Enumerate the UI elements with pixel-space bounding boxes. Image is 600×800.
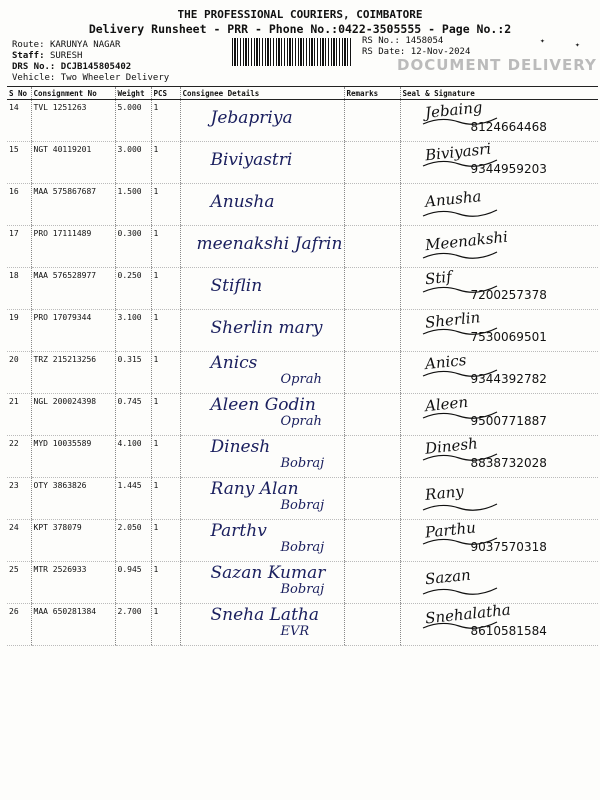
- signature: Stif: [423, 267, 453, 289]
- col-pcs: PCS: [151, 87, 180, 100]
- signature: Sazan: [423, 565, 472, 589]
- document-subtitle: Delivery Runsheet - PRR - Phone No.:0422-3505555 - Page No.:2: [88, 22, 512, 36]
- col-consignee: Consignee Details: [180, 87, 344, 100]
- consignee-cell: [180, 142, 344, 184]
- consignee-name: Sazan Kumar: [210, 563, 326, 583]
- pcs-cell: 1: [151, 562, 180, 604]
- table-row: [7, 562, 598, 604]
- sno-cell: 21: [7, 394, 31, 436]
- sno-cell: 18: [7, 268, 31, 310]
- sno-cell: 16: [7, 184, 31, 226]
- consignee-cell: [180, 562, 344, 604]
- remarks-cell: [344, 184, 400, 226]
- weight-cell: 1.445: [115, 478, 151, 520]
- consignee-cell: [180, 394, 344, 436]
- sno-cell: 14: [7, 100, 31, 142]
- remarks-cell: [344, 436, 400, 478]
- consignee-cell: [180, 436, 344, 478]
- sno-cell: 20: [7, 352, 31, 394]
- signature-cell: [400, 436, 598, 478]
- signature: Dinesh: [423, 434, 479, 458]
- rs-no-line: [362, 36, 443, 46]
- table-row: [7, 436, 598, 478]
- rs-date-value: 12-Nov-2024: [410, 47, 471, 57]
- signature-stroke: [421, 248, 501, 262]
- signature: Parthu: [423, 518, 477, 542]
- route-line: [12, 40, 120, 50]
- signature-stroke: [421, 206, 501, 220]
- tick-mark: ✦: [540, 36, 545, 45]
- signature-cell: [400, 520, 598, 562]
- consignee-name: Parthv: [210, 521, 267, 541]
- weight-cell: 3.100: [115, 310, 151, 352]
- sno-cell: 17: [7, 226, 31, 268]
- sno-cell: 22: [7, 436, 31, 478]
- consignee-name: Rany Alan: [210, 479, 299, 499]
- sno-cell: 19: [7, 310, 31, 352]
- table-row: [7, 394, 598, 436]
- signature: Biviyasri: [423, 139, 492, 165]
- consignee-name: meenakshi Jafrin: [196, 234, 343, 254]
- table-header-row: [7, 87, 598, 100]
- sno-cell: 24: [7, 520, 31, 562]
- weight-cell: 2.050: [115, 520, 151, 562]
- document-delivery-stamp: DOCUMENT DELIVERY: [397, 56, 597, 74]
- consignee-subnote: Oprah: [280, 372, 322, 387]
- weight-cell: 1.500: [115, 184, 151, 226]
- pcs-cell: 1: [151, 604, 180, 646]
- consignee-cell: [180, 478, 344, 520]
- signature-cell: [400, 394, 598, 436]
- remarks-cell: [344, 520, 400, 562]
- consignee-name: Stiflin: [210, 276, 263, 296]
- col-sno: S No: [7, 87, 31, 100]
- phone-number: 9344392782: [470, 372, 547, 386]
- pcs-cell: 1: [151, 226, 180, 268]
- table-row: [7, 226, 598, 268]
- col-signature: Seal & Signature: [400, 87, 598, 100]
- staff-label: Staff:: [12, 51, 45, 61]
- signature-cell: [400, 562, 598, 604]
- phone-number: 9500771887: [470, 414, 547, 428]
- pcs-cell: 1: [151, 268, 180, 310]
- table-row: [7, 268, 598, 310]
- signature: Aleen: [423, 392, 469, 416]
- pcs-cell: 1: [151, 436, 180, 478]
- consignee-name: Jebapriya: [210, 108, 293, 128]
- signature-cell: [400, 268, 598, 310]
- table-row: [7, 478, 598, 520]
- consignee-name: Anusha: [210, 192, 275, 212]
- signature-cell: [400, 310, 598, 352]
- drs-label: DRS No.:: [12, 62, 56, 72]
- col-consignment: Consignment No: [31, 87, 115, 100]
- phone-number: 9037570318: [470, 540, 547, 554]
- consignee-cell: [180, 100, 344, 142]
- pcs-cell: 1: [151, 310, 180, 352]
- vehicle-label: Vehicle:: [12, 73, 56, 83]
- consignee-cell: [180, 184, 344, 226]
- signature-cell: [400, 478, 598, 520]
- signature: Anics: [423, 350, 467, 374]
- pcs-cell: 1: [151, 520, 180, 562]
- sno-cell: 25: [7, 562, 31, 604]
- signature: Snehalatha: [423, 600, 512, 628]
- barcode: [232, 38, 352, 66]
- signature-cell: [400, 226, 598, 268]
- table-row: [7, 352, 598, 394]
- weight-cell: 2.700: [115, 604, 151, 646]
- consignee-name: Sherlin mary: [210, 318, 323, 338]
- remarks-cell: [344, 226, 400, 268]
- sno-cell: 15: [7, 142, 31, 184]
- signature: Jebaing: [423, 98, 483, 122]
- consignee-cell: [180, 226, 344, 268]
- consignment-cell: NGL 200024398: [31, 394, 115, 436]
- table-row: [7, 100, 598, 142]
- consignment-cell: NGT 40119201: [31, 142, 115, 184]
- consignee-cell: [180, 520, 344, 562]
- weight-cell: 0.315: [115, 352, 151, 394]
- consignee-cell: [180, 268, 344, 310]
- signature: Sherlin: [423, 308, 481, 332]
- consignment-cell: MAA 650281384: [31, 604, 115, 646]
- consignee-name: Anics: [210, 353, 258, 373]
- signature-cell: [400, 600, 598, 646]
- signature-stroke: [421, 584, 501, 598]
- signature-cell: [400, 139, 598, 184]
- phone-number: 8124664468: [470, 120, 547, 134]
- consignee-cell: [180, 310, 344, 352]
- consignee-subnote: Bobraj: [280, 540, 325, 555]
- consignee-name: Dinesh: [210, 437, 271, 457]
- signature: Rany: [423, 482, 465, 504]
- consignment-cell: MTR 2526933: [31, 562, 115, 604]
- remarks-cell: [344, 310, 400, 352]
- document-title: THE PROFESSIONAL COURIERS, COIMBATORE: [177, 8, 423, 21]
- rs-date-label: RS Date:: [362, 47, 406, 57]
- table-row: [7, 142, 598, 184]
- weight-cell: 4.100: [115, 436, 151, 478]
- weight-cell: 0.945: [115, 562, 151, 604]
- remarks-cell: [344, 562, 400, 604]
- remarks-cell: [344, 394, 400, 436]
- pcs-cell: 1: [151, 478, 180, 520]
- consignee-cell: [180, 352, 344, 394]
- col-weight: Weight: [115, 87, 151, 100]
- consignee-name: Sneha Latha: [210, 605, 319, 625]
- consignee-subnote: Oprah: [280, 414, 322, 429]
- consignment-cell: PRO 17111489: [31, 226, 115, 268]
- signature-cell: [400, 100, 598, 142]
- phone-number: 8838732028: [470, 456, 547, 470]
- consignee-cell: [180, 604, 344, 646]
- consignment-cell: PRO 17079344: [31, 310, 115, 352]
- consignment-cell: OTY 3863826: [31, 478, 115, 520]
- vehicle-value: Two Wheeler Delivery: [60, 73, 170, 83]
- weight-cell: 3.000: [115, 142, 151, 184]
- phone-number: 9344959203: [470, 162, 547, 176]
- consignee-name: Biviyastri: [210, 150, 293, 170]
- consignee-subnote: EVR: [280, 624, 310, 639]
- route-label: Route:: [12, 40, 45, 50]
- table-row: [7, 184, 598, 226]
- signature: Anusha: [423, 187, 482, 211]
- drs-value: DCJB145805402: [60, 62, 132, 72]
- remarks-cell: [344, 604, 400, 646]
- consignment-cell: MAA 575867687: [31, 184, 115, 226]
- weight-cell: 0.745: [115, 394, 151, 436]
- remarks-cell: [344, 100, 400, 142]
- sno-cell: 23: [7, 478, 31, 520]
- signature-cell: [400, 352, 598, 394]
- remarks-cell: [344, 352, 400, 394]
- tick-mark: ✦: [575, 40, 580, 49]
- staff-value: SURESH: [49, 51, 83, 61]
- rs-no-value: 1458054: [405, 36, 444, 46]
- signature-stroke: [421, 500, 501, 514]
- consignment-cell: MYD 10035589: [31, 436, 115, 478]
- weight-cell: 5.000: [115, 100, 151, 142]
- pcs-cell: 1: [151, 142, 180, 184]
- signature: Meenakshi: [423, 227, 509, 255]
- route-value: KARUNYA NAGAR: [49, 40, 121, 50]
- sno-cell: 26: [7, 604, 31, 646]
- drs-line: [12, 62, 131, 72]
- consignee-subnote: Bobraj: [280, 582, 325, 597]
- phone-number: 8610581584: [470, 624, 547, 638]
- staff-line: [12, 51, 82, 61]
- pcs-cell: 1: [151, 352, 180, 394]
- remarks-cell: [344, 268, 400, 310]
- phone-number: 7530069501: [470, 330, 547, 344]
- table-row: [7, 604, 598, 646]
- remarks-cell: [344, 142, 400, 184]
- rs-no-label: RS No.:: [362, 36, 400, 46]
- remarks-cell: [344, 478, 400, 520]
- consignee-name: Aleen Godin: [210, 395, 316, 415]
- consignment-cell: KPT 378079: [31, 520, 115, 562]
- table-row: [7, 520, 598, 562]
- consignee-subnote: Bobraj: [280, 498, 325, 513]
- consignment-cell: TVL 1251263: [31, 100, 115, 142]
- runsheet-table: [7, 86, 598, 646]
- consignment-cell: TRZ 215213256: [31, 352, 115, 394]
- pcs-cell: 1: [151, 394, 180, 436]
- weight-cell: 0.300: [115, 226, 151, 268]
- vehicle-line: [12, 73, 169, 83]
- table-row: [7, 310, 598, 352]
- pcs-cell: 1: [151, 100, 180, 142]
- consignment-cell: MAA 576528977: [31, 268, 115, 310]
- weight-cell: 0.250: [115, 268, 151, 310]
- pcs-cell: 1: [151, 184, 180, 226]
- signature-cell: [400, 184, 598, 226]
- consignee-subnote: Bobraj: [280, 456, 325, 471]
- col-remarks: Remarks: [344, 87, 400, 100]
- phone-number: 7200257378: [470, 288, 547, 302]
